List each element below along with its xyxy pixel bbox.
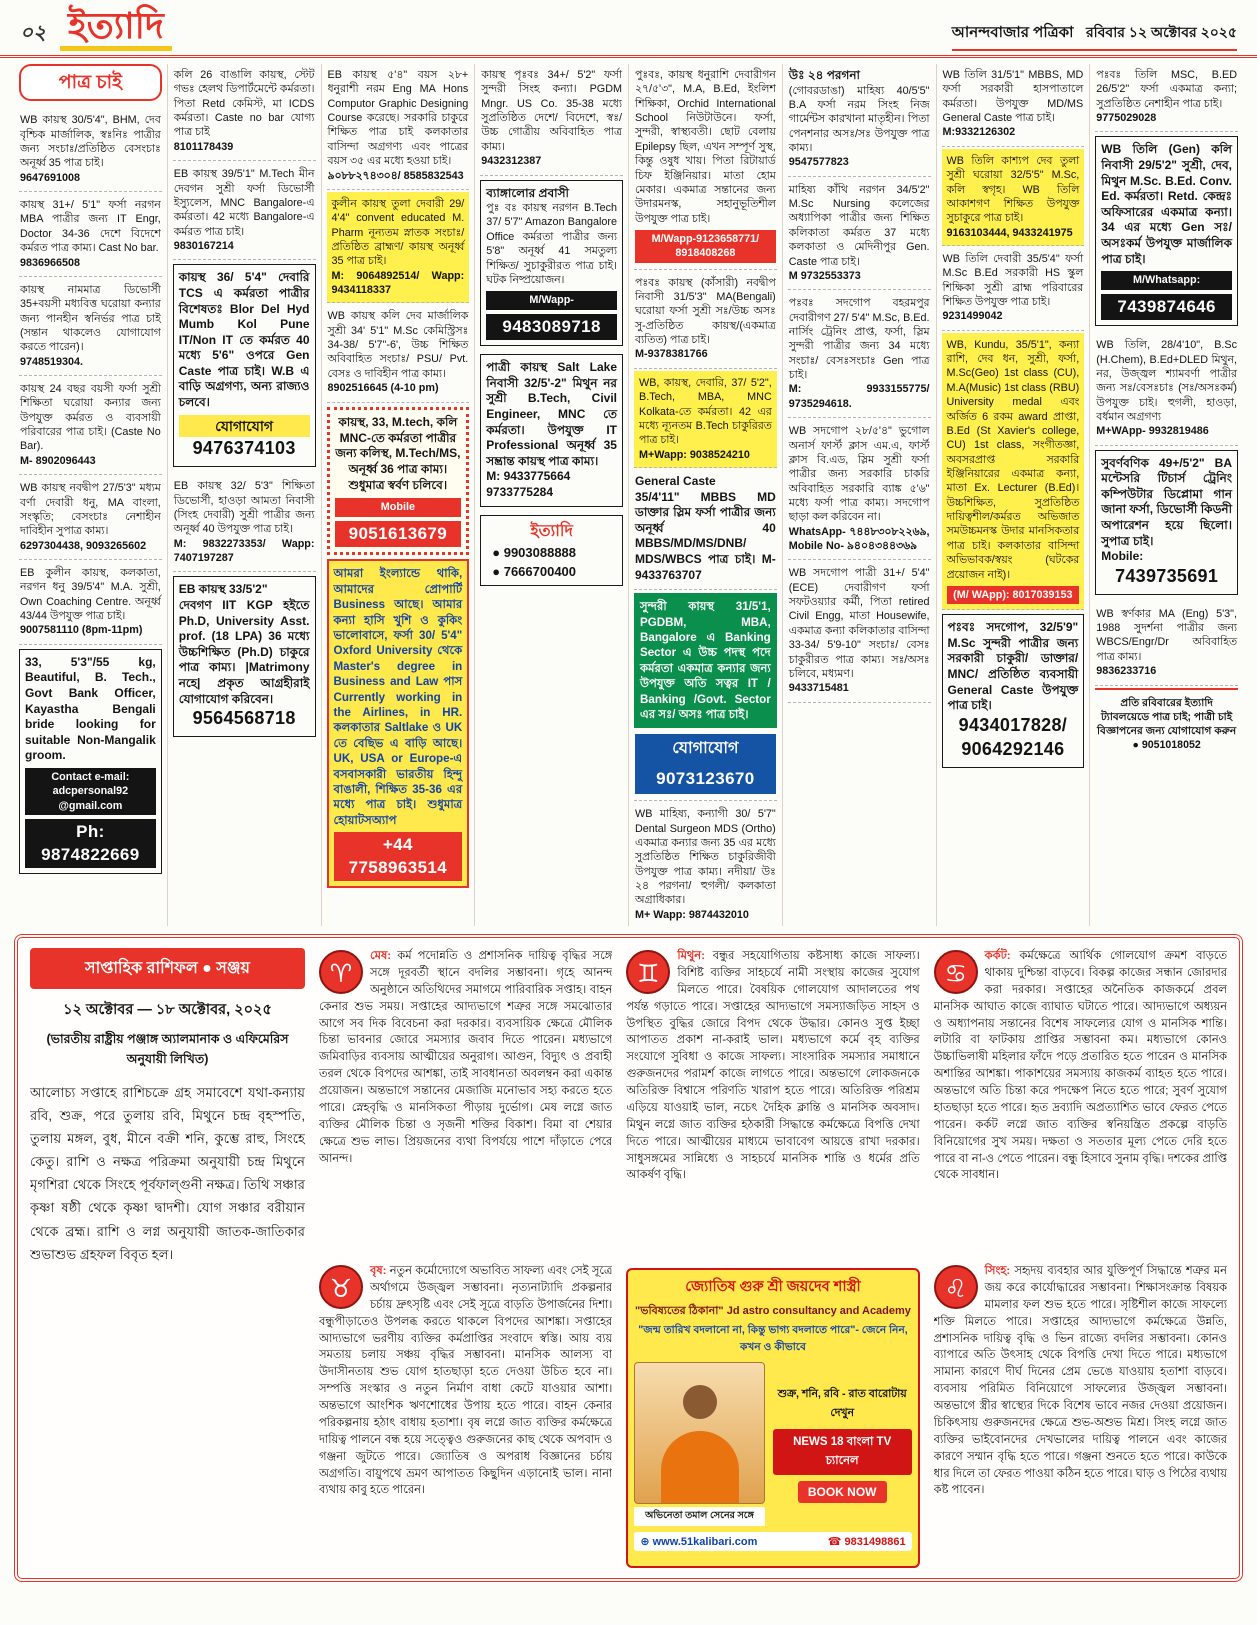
classified-ad <box>1095 603 1238 686</box>
horoscope-gemini <box>626 948 919 1184</box>
horoscope-cancer <box>934 948 1227 1184</box>
classified-ad <box>173 264 316 467</box>
page-number: ০২ <box>20 22 47 44</box>
phone-number: M-9378381766 <box>635 348 708 361</box>
horoscope-title: সাপ্তাহিক রাশিফল ● সঞ্জয় <box>30 948 305 989</box>
phone-number: 7439874646 <box>1101 294 1232 321</box>
sign-name: মিথুন: <box>677 950 713 962</box>
classified-column <box>936 64 1090 926</box>
phone-number: 9476374103 <box>192 438 296 459</box>
phone-number: M- 8902096443 <box>20 454 96 467</box>
ad-text: EB কায়স্থ ৫'৪" বয়স ২৮+ ধনুরাশী নরম Eng MA Hons Computor Graphic Designing Course করেছে। সরকারি চাকুরে শিক্ষিত পাত্র চাই কলকাতার বাসিন্দা অগ্রগণ্য এবং পাত্রের বয়স ৩৫ এর মধ্যে হওয়া চাই। <box>327 69 469 168</box>
slot-aries <box>319 948 612 1253</box>
phone-number: 9064292146 <box>961 738 1065 759</box>
classified-ad <box>942 248 1085 331</box>
phone-number: M/Whatsapp: <box>1101 271 1232 289</box>
ad-text: WB কায়স্থ 30/5'4", BHM, দেব বৃশ্চিক মার্জালিক, স্বঃনিঃ পাত্রীর জন্য সংচাঃ/প্রতিষ্ঠিত বেসংচাঃ অনূর্ধ্ব 35 পাত্র চাই। <box>20 114 161 170</box>
ad-text: দেবগণ IIT KGP হইতে Ph.D, University Asst. prof. (18 LPA) 36 মধ্যে উচ্চশিক্ষিত (Ph.D) চাকুরে পাত্র কাম্য। |Matrimony নহে| প্রকৃত আগ্রহীরাই যোগাযোগ করিবেন। <box>178 597 310 706</box>
slot-cancer <box>934 948 1227 1253</box>
phone-number: 9547577823 <box>788 156 849 169</box>
horoscope-intro-text: আলোচ্য সপ্তাহে রাশিচক্রে গ্রহ সমাবেশে যথা-কন্যায় রবি, শুক্র, পরে তুলায় রবি, মিথুনে চন্দ্র বৃহস্পতি, তুলায় মঙ্গল, বুধ, মীনে বক্রী শনি, কুম্ভে রাহু, সিংহে কেতু। রাশি ও নক্ষত্র পরিক্রমা অনুযায়ী চন্দ্র মিথুনে মৃগশিরা থেকে সিংহে পূর্বফাল্গুনী নক্ষত্র। তিথি সঞ্চার কৃষ্ণা ষষ্ঠী থেকে কৃষ্ণা দ্বাদশী। যোগ সঞ্চার বরীয়ান থেকে ব্রহ্ম। রাশি ও লগ্ন অনুযায়ী জাতক-জাতিকার শুভাশুভ গ্রহফল বিবৃত হল। <box>30 1085 305 1262</box>
horoscope-section <box>14 934 1243 1582</box>
ad-text: কায়স্থ 36/ 5'4" দেবারি TCS এ কর্মরতা পাত্রীর বিশেষতঃ Blor Del Hyd Mumb Kol Pune IT/Non IT তে কর্মরত 40 মধ্যে 5'6" ওপরে Gen Caste পাত্র চাই। W.B এ বাড়ি অগ্রগণ্য, অন্য রাজ্যও চলবে। <box>178 270 310 410</box>
ad-text: WB, Kundu, 35/5'1", কন্যা রাশি, দেব ধন, সুশ্রী, ফর্সা, M.Sc(Geo) 1st class (CU), M.A(Music) 1st class (RBU) University medal এবং অর্জিত 6 রকম award প্রাপ্তা, B.Ed (St Xavier's college, CU) 1st class, সংগীতজ্ঞা, অবসরপ্রাপ্ত সরকারি ইঞ্জিনিয়ারের একমাত্র কন্যা, মাতা Ex. Lecturer (B.Ed)। উচ্চশিক্ষিত, সুপ্রতিষ্ঠিত দায়িত্বশীল/কর্মরত অভিজাত সমউচ্চমনস্ক উদার মানসিকতার পাত্র চাই। কলকাতার বাসিন্দা অভিভাবক/স্বয়ং (ঘটকের প্রয়োজন নাই)। <box>946 338 1080 581</box>
section-logo: ইত্যাদি <box>60 8 172 51</box>
slot-leo <box>934 1263 1227 1568</box>
ad-text: WB সদগোপ পাত্রী 31+/ 5'4" (ECE) দেবারীগণ ফর্সা সফটওয়্যার কর্মী, পিতা retired Civil Engg, মাতা Housewife, একমাত্র কন্যা কলিকাতার বাসিন্দা 33-34/ 5'9-10" সংচাঃ/ বেসঃ চাকুরীরত পাত্র কাম্য। সঃ/অসঃ চলিবে, মধ্যমণ। <box>788 567 930 680</box>
phone-number: 9073123670 <box>635 764 776 795</box>
classified-ad <box>327 559 470 888</box>
classified-column <box>321 64 475 926</box>
ad-text: প্রতি রবিবারের ইত্যাদি ট্যাবলয়েডে পাত্র চাই; পাত্রী চাই <box>1100 696 1233 723</box>
ad-text: EB কুলীন কায়স্থ, কলকাতা, নরগন ধনু 39/5'4" M.A. সুশ্রী, Own Coaching Centre. অনূর্ধ্ব 43/44 উপযুক্ত পাত্র চাই। <box>20 566 161 623</box>
astro-ad-phone: 9831498861 <box>844 1536 906 1548</box>
classified-ad <box>1095 64 1238 132</box>
classified-ad <box>1095 334 1238 446</box>
classified-column <box>14 64 167 926</box>
phone-number: M/Wapp- <box>486 291 617 309</box>
header-left <box>20 5 172 51</box>
classified-column <box>1089 64 1243 926</box>
sign-text: নতুন কর্মোদ্যোগে অভাবিত সাফল্য এবং সেই সূত্রে অর্থাগমে উজ্জ্বল সম্ভাবনা। নৃত্যনাট্যাদি প্রকল্পনার চর্চায় দ্রুৎসৃষ্টি এবং সেই সূত্রে বাড়তি উপার্জনের দিশা। বন্ধুপীড়াতেও উপলব্ধ করতে থাকলে বিপদের আশঙ্কা। সপ্তাহের আদ্যভাগে ভরণীয় ব্যক্তির কর্মপ্রাপ্তির সংবাদে স্বস্তি। আয় ব্যয় সমতায় চলায় সঞ্চয় বৃদ্ধির সম্ভাবনা। মানসিক আলস্য বা উদাসীনতায় শুভ যোগ হাতছাড়া হতে দেওয়া উচিত হবে না। সম্পত্তি সংস্কার ও নতুন নির্মাণ বাধা কেটে যাওয়ার আশা। অন্তভাগে আংশিক ঋণশোধের উপায় হতে পারে। বাহন কেনার পরিকল্পনায় হঠাৎ বাধায় হতাশা। বৃষ লগ্নে জাত ব্যক্তির কর্মক্ষেত্রে দায়িত্ব পালনে বন্ধ হয়ে সত্ত্বেও গুরুজনের কাছ থেকে অপবাদ ও গঞ্জনা জুটতে পারে। জ্যোতিষ ও অপরাধ বিজ্ঞানের চর্চায় অগ্রগতি। বায়ুপথে ভ্রমণ আপাতত কিছুদিন এড়ানোই ভাল। নানা ব্যথায় কাবু হতে পারেন। <box>319 1265 613 1497</box>
classified-ad <box>480 64 623 176</box>
ad-text: WB তিলি, 28/4'10", B.Sc (H.Chem), B.Ed+DLED মিথুন, নর, উজ্জ্বল শ্যামবর্ণা পাত্রীর জন্য সঃ/বেসঃচাঃ (সঃ/অসঃকর্ম) উপযুক্ত চাই। হুগলী, হাওড়া, বর্ধমান অগ্রগণ্য <box>1096 339 1237 423</box>
ad-text: General Caste <box>635 473 716 488</box>
masthead-date: রবিবার ১২ অক্টোবর ২০২৫ <box>1085 24 1237 40</box>
phone-icon: ☎ <box>827 1536 842 1548</box>
classified-ad <box>19 562 162 645</box>
ad-text: M: 9433775664 <box>486 469 571 484</box>
phone-number: M+Wapp: 9038524210 <box>639 448 750 461</box>
ad-text: কায়স্থ, 33, M.tech, কলি MNC-তে কর্মরতা পাত্রীর জন্য কলিস্থ, M.Tech/MS, অনূর্ধ্ব 36 পাত্র কাম্য। শুধুমাত্র স্বর্বণ চলিবে। <box>335 414 461 493</box>
astrologer-photo <box>634 1362 764 1504</box>
ad-text: WB তিলি 31/5'1" MBBS, MD ফর্সা সরকারী হাসপাতালে কর্মরতা। উপযুক্ত MD/MS General Caste পাত্র চাই। <box>942 69 1084 125</box>
horoscope-col-2 <box>626 948 919 1568</box>
ad-text: WB মাহিষ্য, কন্যাগী 30/ 5'7" Dental Surgeon MDS (Ortho) একমাত্র কন্যার জন্য 35 এর মধ্যে সুপ্রতিষ্ঠিত শিক্ষিত চাকুরিজীবী উপযুক্ত পাত্র কাম্য। নদীয়া/ উঃ ২৪ পরগনা/ হুগলী/ কলকাতা অগ্রাধিকার। <box>635 808 776 907</box>
ad-text: কায়স্থ 31+/ 5'1" ফর্সা নরগন MBA পাত্রীর জন্য IT Engr, Doctor 34-36 দেশে বিদেশে কর্মরত পাত্র কাম্য। Cast No bar. <box>20 199 161 255</box>
ad-text: কায়স্থ পৃঃবঃ 34+/ 5'2" ফর্সা সুন্দরী সিংহ কন্যা। PGDM Mngr. US Co. 35-38 মধ্যে সুপ্রতিষ্ঠিত দেশে/ বিদেশে, স্বঃ/ উচ্চ গোত্রীয় অবিবাহিত পাত্র কাম্য। <box>481 69 622 153</box>
phone-number: M+ Wapp: 9874432010 <box>635 908 749 921</box>
classified-ad <box>634 593 777 728</box>
astrology-ad <box>626 1268 919 1568</box>
phone-number: M/Wapp-9123658771/ 8918408268 <box>635 230 776 263</box>
astro-ad-phone-line <box>828 1535 906 1548</box>
ad-text: কলি 26 বাঙালি কায়স্থ, স্টেট গভঃ হেলথ ডিপার্টমেন্টে কর্মরতা। পিতা Retd কেমিস্ট, মা ICDS কর্মরতা। Caste no bar যোগ্য পাত্র চাই <box>173 69 315 139</box>
classified-ad <box>19 378 162 475</box>
phone-number: M+WApp- 9932819486 <box>1096 425 1209 438</box>
ad-text: পঃবঃ সদগোপ, 32/5'9" M.Sc সুন্দরী পাত্রীর জন্য সরকারী চাকুরী/ ডাক্তার/ MNC/ প্রতিষ্ঠিত ব্যবসায়ী General Caste উপযুক্ত পাত্র চাই। <box>947 620 1079 713</box>
ad-text: মাহিষ্য কাঁথি নরগন 34/5'2" M.Sc Nursing কলেজের অধ্যাপিকা পাত্রীর জন্য শিক্ষিত কলিকাতা কর্মরত 37 মধ্যে কলকাতা ও মেদিনীপুর Gen. Caste পাত্র চাই। <box>788 183 930 268</box>
classified-ad <box>327 305 470 402</box>
sign-name: বৃষ: <box>370 1265 390 1277</box>
classified-ad <box>634 371 777 468</box>
classifieds-columns <box>0 58 1257 930</box>
ad-text: পঃবঃ কায়স্থ (কাঁসারী) নবদ্বীপ নিবাসী 31/5'3" MA(Bengali) ঘরোয়া ফর্সা সুশ্রী সঃ/উচ্চ অসঃ সু-প্রতিষ্ঠিত কায়স্থ/(একমাত্র ব্যতিত) পাত্র চাই। <box>635 276 776 347</box>
slot-gemini <box>626 948 919 1258</box>
ad-text: WB তিলি কাশ্যপ দেব তুলা সুশ্রী ঘরোয়া 32/5'5" M.Sc, কলি স্বগৃহ। WB তিলি আকাশগণ শিক্ষিত উপযুক্ত সুচাকুরে পাত্র চাই। <box>946 154 1080 225</box>
classified-ad <box>19 649 162 874</box>
ad-text: WB, কায়স্থ, দেবারি, 37/ 5'2", B.Tech, MBA, MNC Kolkata-তে কর্মরতা। 42 এর মধ্যে ন্যূনতম B.Tech চাকুরিরত পাত্র চাই। <box>639 376 772 447</box>
classified-ad <box>634 470 777 590</box>
classified-ad <box>19 194 162 277</box>
slot-taurus <box>319 1263 612 1568</box>
classified-ad <box>19 279 162 376</box>
classified-ad <box>480 354 623 506</box>
aries-icon: ♈ <box>319 950 363 994</box>
classified-ad <box>1095 450 1238 595</box>
globe-icon: ⊕ <box>640 1536 650 1548</box>
ad-text: WB কায়স্থ কলি দেব মার্জালিক সুশ্রী 34' 5'1" M.Sc কেমিস্ট্রিসঃ 34-38/ 5'7"-6', উচ্চ শিক্ষিত অবিবাহিত সংচাঃ/ PSU/ Pvt. বেসঃ ও দাবিহীন পাত্র কাম্য। <box>327 310 469 380</box>
ad-text: উঃ ২৪ পরগনা <box>788 68 861 82</box>
phone-number: 9775029028 <box>1096 112 1157 125</box>
phone-number: 9483089718 <box>486 314 617 341</box>
sign-name: কর্কট: <box>984 950 1020 962</box>
phone-number: +44 7758963514 <box>334 832 463 881</box>
classified-column <box>474 64 628 926</box>
phone-number: 9051613679 <box>335 521 462 548</box>
classified-ad <box>788 64 931 177</box>
classified-ad <box>19 109 162 192</box>
ad-text: বিজ্ঞাপনের জন্য যোগাযোগ করুন ● 9051018052 <box>1097 724 1237 751</box>
ad-text: WB তিলি (Gen) কলি নিবাসী 29/5'2" সুশ্রী, দেব, মিথুন M.Sc. B.Ed. Conv. Ed. কর্মরতা। Retd. কেন্দ্রঃ অফিসারের একমাত্র কন্যা। 34 এর মধ্যে Gen সঃ/অসঃকর্ম উপযুক্ত মার্জালিক পাত্র চাই। <box>1101 142 1232 266</box>
phone-number: 9748519304. <box>20 355 84 368</box>
classified-ad <box>942 149 1085 246</box>
classified-ad <box>788 420 931 560</box>
section-head-patra-chai <box>19 64 162 101</box>
astro-ad-body <box>634 1362 911 1526</box>
phone-number: 9007581110 (8pm-11pm) <box>20 624 143 637</box>
classified-ad <box>173 475 316 572</box>
classified-ad <box>1095 688 1238 758</box>
ad-text: 33, 5'3"/55 kg, Beautiful, B. Tech., Govt Bank Officer, Kayastha Bengali bride looking for suitable Non-Mangalik groom. <box>25 654 156 763</box>
cancer-icon: ♋ <box>934 950 978 994</box>
ad-text: ব্যাঙ্গালোর প্রবাসী <box>486 185 569 200</box>
phone-number: 9564568718 <box>192 708 296 729</box>
ad-text: পুঃবঃ, কায়স্থ ধনুরাশি দেবারীগন ২৭/৫'৩", M.A, B.Ed, ইংলিশ শিক্ষিকা, Orchid International School নিউটাউনে। ফর্সা, সুন্দরী, স্বাস্থ্যবতী। ছোট বেলায় Epilepsy ছিল, এখন সম্পূর্ণ সুস্থ, কিন্তু ওষুধ খায়। পিতা রিটায়ার্ড চিফ ইঞ্জিনিয়ার। মাতা হোম মেকার। একমাত্র সন্তানের জন্য উদারমনস্ক, সহানুভূতিশীল উপযুক্ত পাত্র চাই। <box>635 69 776 225</box>
sign-text: কর্মক্ষেত্রে আর্থিক গোলযোগ ক্রমশ বাড়তে থাকায় দুশ্চিন্তা বাড়বে। বিকল্প কাজের সন্ধান জোরদার করা দরকার। সপ্তাহের অনৈতিক কাজকর্মে প্রবল মানসিক আঘাত কাজে ব্যাঘাত ঘটাতে পারে। আদ্যভাগে অধ্যয়ন ও অধ্যাপনায় সন্তানের বিশেষ সাফল্যের যোগ ও মানসিক শান্তি। লটারি বা ফাটকায় প্রাপ্তির সম্ভাবনা কম। মধ্যভাগে কোনও উচ্চাভিলাষী মহিলার ফাঁদে পড়ে প্রতারিত হতে পারেন ও মানসিক অশান্তির আশঙ্কা। পাকাশয়ের সমস্যায় কাজকর্ম ব্যাহত হতে পারে। অন্তভাগে অতি চিন্তা করে পদক্ষেপ নিতে হতে পারে; সুবর্ণ সুযোগ হাতছাড়া হতে পারে। হৃত দ্রব্যাদি অপ্রত্যাশিত ভাবে ফেরত পেতে পারেন। কর্কট লগ্নে জাত ব্যক্তির স্বনিয়ন্ত্রিত প্রকল্পে বাড়তি বিনিয়োগের সুখ সময়। দক্ষতা ও সততার মূল্য পেতে দেরি হতে পারে বা না-ও পেতে পারেন। বন্ধু হিসাবে সুনাম বৃদ্ধি। দশকের প্রাপ্তি থেকে সাবধান। <box>933 950 1227 1182</box>
classified-ad <box>173 64 316 161</box>
phone-number: 9434017828/ <box>958 714 1068 735</box>
classified-ad <box>634 64 777 270</box>
phone-number: M: 9933155775/ 9735294618. <box>788 383 930 410</box>
astro-ad-channel: NEWS 18 বাংলা TV চ্যানেল <box>773 1429 912 1475</box>
classified-ad <box>480 515 623 587</box>
horoscope-col-3 <box>934 948 1227 1568</box>
astro-ad-quote: "জন্ম তারিখ বদলানো না, কিন্তু ভাগ্য বদলাতে পারে"- জেনে নিন, কখন ও কীভাবে <box>638 1324 908 1353</box>
classified-ad <box>942 64 1085 147</box>
phone-number: যোগাযোগ <box>635 734 776 763</box>
sign-text: বন্ধুর সহযোগিতায় কষ্টসাধ্য কাজে সাফল্য। বিশিষ্ট ব্যক্তির সাহচর্যে নামী সংস্থায় কাজের সুযোগ মিলতে পারে। বৈষয়িক গোলযোগ আদালতের পথ পর্যন্ত গড়াতে পারে। সপ্তাহের আদ্যভাগে সমস্যাজড়িত সাহস ও উপস্থিত বুদ্ধির জোরে বিপদ থেকে উদ্ধার। কোনও সুপ্ত ইচ্ছা আপাতত প্রকাশ না-করাই ভাল। মধ্যভাগে কর্মে বৃহ ব্যক্তির সংযোগে সুবিধা ও কাজে সাফল্য। সাংসারিক সমস্যার সমাধানে গুরুজনদের পরামর্শ কাজে লাগতে পারে। অন্তভাগে লোকজনকে অতিরিক্ত বিশ্বাসে পরিণতি খারাপ হতে পারে। অতিরিক্ত পরিশ্রম এড়িয়ে যাওয়াই ভাল, নচেৎ দৈহিক ক্লান্তি ও মানসিক অবসাদ। মিথুন লগ্নে জাত ব্যক্তির হঠকারী সিদ্ধান্তে কর্মক্ষেত্রে বিপত্তি দেখা দিতে পারে। আত্মীয়ের মাধ্যমে ভাবাবেগ আয়ত্তে রাখা দরকার। সাধুসঙ্গমের সান্নিধ্যে ও সাহচর্যে মানসিক শান্তি ও ধর্মের প্রতি আকর্ষণ বৃদ্ধি। <box>626 950 920 1182</box>
phone-number: ৯০৮৮২৭৪৩০৪/ 8585832543 <box>327 169 464 182</box>
phone-number: M: 9832273353/ Wapp: 7407197287 <box>173 537 315 564</box>
phone-number: (M/ WApp): 8017039153 <box>947 586 1080 604</box>
classified-ad <box>173 163 316 260</box>
ad-text: EB কায়স্থ 39/5'1" M.Tech মীন দেবগন সুশ্রী ফর্সা ডিভোর্সী ইস্যুলেস, MNC Bangalore-এ কর্মরতা। 42 মধ্যে Bangalore-এ কর্মরত পাত্র চাই। <box>173 168 315 238</box>
phone-number: WhatsApp- ৭৪৪৮৩০৮২২৬৯, Mobile No- ৯৪০৪৩৪৪৩৬৯ <box>788 525 930 553</box>
ad-text: কায়স্থ 24 বছর বয়সী ফর্সা সুশ্রী শিক্ষিতা ঘরোয়া কন্যার জন্য উপযুক্ত কর্মরত ও ব্যবসায়ী পরিবারের পাত্র চাই। (Caste No Bar). <box>20 383 161 453</box>
astro-ad-caption: অভিনেতা তমাল সেনের সঙ্গে <box>634 1507 764 1526</box>
phone-number: 6297304438, 9093265602 <box>20 539 147 552</box>
ad-text: কায়স্থ নামমাত্র ডিভোর্সী 35+বয়সী মধ্যবিত্ত ঘরোয়া কন্যার জন্য পানহীন স্বনির্ভর পাত্র চাই (সন্তান থাকলেও যোগাযোগ করতে পারেন)। <box>20 283 161 354</box>
classified-ad <box>942 333 1085 610</box>
phone-number: 8902516645 (4-10 pm) <box>327 382 439 395</box>
ad-text: WB তিলি দেবারী 35/5'4" ফর্সা M.Sc B.Ed সরকারী HS স্কুল শিক্ষিকা সুশ্রী ব্রাহ্ম পরিবারের শিক্ষিত উপযুক্ত পাত্র চাই। <box>942 252 1084 309</box>
ad-text: পাত্র চাই <box>58 72 123 93</box>
phone-number: M:9332126302 <box>942 126 1016 139</box>
classified-ad <box>19 477 162 560</box>
phone-number: 9432312387 <box>481 155 542 168</box>
ad-text: EB কায়স্থ 33/5'2" <box>178 582 268 597</box>
ad-text: আমরা ইংল্যান্ডে থাকি, আমাদের প্রোপার্টি Business আছে। আমার কন্যা হাসি খুশি ও কুকিং ভালোবাসে, ফর্সা 30/ 5'4" Oxford University থেকে Master's degree in Business and Law পাস Currently working in the Airlines, in HR. কলকাতার Saltlake ও UK তে বেছিভ এ বাড়ি আছে। UK, USA or Europe-এ বসবাসকারী ভারতীয় হিন্দু বাঙালী, শিক্ষিত 35-36 এর মধ্যে পাত্র চাই। শুধুমাত্র হোয়াটসঅ্যাপ <box>333 567 463 827</box>
phone-number: Contact e-mail: adcpersonal92 @gmail.com <box>25 768 156 815</box>
ad-text: ইত্যাদি <box>530 522 573 540</box>
classified-ad <box>327 407 470 556</box>
phone-number: 9433715481 <box>788 682 849 695</box>
horoscope-leo <box>934 1263 1227 1499</box>
sign-name: মেষ: <box>370 950 398 962</box>
phone-number: 9836966508 <box>20 256 81 269</box>
phone-number: 7439735691 <box>1115 565 1219 586</box>
page-header <box>0 0 1257 58</box>
ad-text: পাত্রী কায়স্থ Salt Lake নিবাসী 32/5'-2" মিথুন নর সুশ্রী B.Tech, Civil Engineer, MNC তে কর্মরতা। উপযুক্ত IT Professional অনূর্ধ্ব 35 সম্ভ্রান্ত কায়স্থ পাত্র কাম্য। <box>486 360 617 468</box>
ad-text: Mobile: <box>1101 549 1144 564</box>
classified-ad <box>1095 136 1238 326</box>
sign-text: কর্ম পদোন্নতি ও প্রশাসনিক দায়িত্ব বৃদ্ধির সঙ্গে সঙ্গে দূরবর্তী স্থানে বদলির সম্ভাবনা। গৃহে আনন্দ অনুষ্ঠানে অতিথিদের সমাগমে পারিবারিক সপ্তাহ। বাহন কেনার শুভ সময়। সপ্তাহের আদ্যভাগে শত্রুর সঙ্গে সমঝোতার আগে সব দিক বিবেচনা করা দরকার। ব্যবসায়িক ক্ষেত্রে মৌলিক চিন্তা ভাবনার জোরে সমস্যার জবাব দিতে পারেন। মধ্যভাগে জমিবাড়ির ব্যবসায় আত্মীয়ের অনুরাগ। আগুন, বিদ্যুৎ ও প্রবাহী তরল থেকে বিপদের আশঙ্কা, তাই সাবধানতা অবলম্বন করা একান্ত প্রয়োজন। অন্তভাগে সন্তানের মেজাজি মনোভাব সহ্য করতে হতে পারে। স্নেহবৃদ্ধি ও মানসিকতা পীড়ায় দুর্ভোগ। মেষ লগ্নে জাত ব্যক্তির মৌলিক চিন্তা ও সৃজনী শক্তির বিকাশ। বিমা বা শেয়ার ক্ষেত্রে শুভ লাভ। প্রিয়জনের ব্যথা বিপর্যয়ে পাশে দাঁড়াতে পেরে আনন্দ। <box>319 950 613 1165</box>
ad-text: 9733775284 <box>486 484 553 499</box>
classified-ad <box>634 803 777 926</box>
astro-ad-website: www.51kalibari.com <box>652 1536 758 1548</box>
classified-ad <box>942 614 1085 767</box>
book-now-button[interactable]: BOOK NOW <box>798 1481 887 1503</box>
horoscope-col-1 <box>319 948 612 1568</box>
astro-ad-contacts <box>634 1532 911 1551</box>
horoscope-aries <box>319 948 612 1167</box>
astro-ad-schedule: শুক্র, শনি, রবি - রাত বারোটায় দেখুন <box>777 1388 907 1419</box>
phone-number: 9836233716 <box>1096 665 1157 678</box>
classified-ad <box>327 192 470 304</box>
ad-text: সুবর্ণবণিক 49+/5'2" BA মন্টেসরি টিচার্স ট্রেনিং কম্পিউটার ডিপ্লোমা গান জানা ফর্সা, ডিভোর্সী কিডনী অপারেশন হয়ে ছিলো। সুপাত্র চাই। <box>1101 455 1232 548</box>
astro-ad-title: জ্যোতিষ গুরু শ্রী জয়দেব শাস্ত্রী <box>685 1279 861 1295</box>
classified-ad <box>634 730 777 801</box>
classified-ad <box>788 562 931 702</box>
phone-number: যোগাযোগ <box>179 415 310 438</box>
sign-name: সিংহ: <box>984 1265 1015 1277</box>
ad-text: WB স্বর্ণকার MA (Eng) 5'3", 1988 সুদর্শনা পাত্রীর জন্য WBCS/Engr/Dr অবিবাহিত পাত্র কাম্য। <box>1096 607 1237 663</box>
leo-icon: ♌ <box>934 1265 978 1309</box>
astro-ad-info <box>773 1362 912 1526</box>
astro-ad-photo-block <box>634 1362 764 1526</box>
phone-number: ● 9903088888 <box>492 544 577 560</box>
ad-text: EB কায়স্থ 32/ 5'3" শিক্ষিতা ডিভোর্সী, হাওড়া আমতা নিবাসী (সিংহ দেবারী) সুশ্রী পাত্রীর জন্য অনূর্ধ্ব 40 উপযুক্ত পাত্র চাই। <box>173 480 315 536</box>
phone-number: 8101178439 <box>173 140 234 153</box>
phone-number: Mobile <box>335 498 462 516</box>
ad-text: পঃবঃ তিলি MSC, B.ED 26/5'2" ফর্সা একমাত্র কন্যা; সুপ্রতিষ্ঠিত নেশাহীন পাত্র চাই। <box>1096 69 1237 110</box>
classified-ad <box>480 180 623 347</box>
ad-text: WB সদগোপ ২৮/৫'৪" ভুগোল অনার্স ফার্স্ট ক্লাস এম.এ, ফার্স্ট ক্লাস বি.এড, স্লিম সুশ্রী ফর্সা পাত্রীর জন্য সরকারি চাকরি অবিবাহিত সরকারি ব্যাঙ্ক ৫'৬" মধ্যে ফর্সা পাত্র কাম্য। সদগোপ ছাড়া কল করিবেন না। <box>788 425 930 524</box>
ad-text: সুন্দরী কায়স্থ 31/5'1, PGDBM, MBA, Bangalore এ Banking Sector এ উচ্চ পদস্থ পদে কর্মরতা একমাত্র কন্যার জন্য উপযুক্ত অতি সত্বর IT / Banking /Govt. Sector এর সঃ/ অসঃ পাত্র চাই। <box>640 600 771 721</box>
horoscope-taurus <box>319 1263 612 1499</box>
gemini-icon: ♊ <box>626 950 670 994</box>
ad-text: 35/4'11" MBBS MD ডাক্তার স্লিম ফর্সা পাত্রীর জন্য অনূর্ধ্ব 40 MBBS/MD/MS/DNB/ MDS/WBCS পাত্র চাই। M-9433763707 <box>635 489 776 582</box>
taurus-icon: ♉ <box>319 1265 363 1309</box>
horoscope-subtitle: (ভারতীয় রাষ্ট্রীয় পঞ্জাঙ্গ অ্যালমানাক ও এফিমেরিস অনুযায়ী লিখিত) <box>46 1032 289 1066</box>
phone-number: M 9732553373 <box>788 269 861 282</box>
masthead-block <box>952 21 1237 51</box>
phone-number: 9231499042 <box>942 310 1003 323</box>
classified-ad <box>634 272 777 369</box>
horoscope-intro <box>30 948 305 1568</box>
classified-ad <box>327 64 470 190</box>
horoscope-date-range: ১২ অক্টোবর — ১৮ অক্টোবর, ২০২৫ <box>63 1002 272 1018</box>
classified-ad <box>788 179 931 291</box>
masthead: আনন্দবাজার পত্রিকা <box>951 24 1074 41</box>
astro-ad-website-line <box>640 1535 757 1548</box>
ad-text: পঃবঃ সদগোপ বহরমপুর দেবারীগণ 27/ 5'4" M.Sc, B.Ed. নার্সিং ট্রেনিং প্রাপ্ত, ফর্সা, স্লিম সুন্দরী পাত্রীর জন্য 34 মধ্যে সংচাঃ/ বেসঃসংচাঃ Gen পাত্র চাই। <box>788 297 930 382</box>
classified-column <box>628 64 782 926</box>
ad-text: পুঃ বঃ কায়স্থ নরগন B.Tech 37/ 5'7" Amazon Bangalore Office কর্মরতা পাত্রীর জন্য 5'8" অনূর্ধ্ব 41 সমতুল্য শিক্ষিত/ সুচাকুরীরত পাত্র চাই। ঘটক নিষ্প্রয়োজন। <box>486 202 617 286</box>
phone-number: ● 7666700400 <box>492 564 577 580</box>
phone-number: M: 9064892514/ Wapp: 9434118337 <box>331 269 465 297</box>
classified-column <box>167 64 321 926</box>
phone-number: 9647691008 <box>20 171 81 184</box>
ad-text: WB কায়স্থ নবদ্বীপ 27/5'3" মধ্যম বর্ণা দেবারী ধনু, MA বাংলা, সংস্কৃতি; বেসংচাঃ নেশাহীন দাবিহীন সুপাত্র কাম্য। <box>20 482 161 538</box>
ad-text: (গোবরডাঙা) মাহিষ্য 40/5'5" B.A ফর্সা নরম সিংহ নিজ গার্মেন্টস কারখানা মাতৃহীন। পিতা পেনশনার অসঃ/সঃ উপযুক্ত পাত্র কাম্য। <box>788 84 930 155</box>
astro-ad-subtitle: "ভবিষ্যতের ঠিকানা" Jd astro consultancy and Academy <box>635 1305 911 1317</box>
phone-number: Ph: 9874822669 <box>25 819 156 868</box>
classified-column <box>782 64 936 926</box>
phone-number: 9163103444, 9433241975 <box>946 226 1073 239</box>
classified-ad <box>173 576 316 737</box>
sign-text: সহৃদয় ব্যবহার আর যুক্তিপূর্ণ সিদ্ধান্তে শত্রুর মন জয় করে কার্যোদ্ধারের সম্ভাবনা। শিক্ষাসংক্রান্ত বিষয়ক মামলার ফল শুভ হতে পারে। সৃষ্টিশীল কাজে সাফল্যে শক্তি মিলতে পারে। সপ্তাহের আদ্যভাগে কর্মক্ষেত্রে উন্নতি, প্রশাসনিক দায়িত্ব বৃদ্ধি ও ভিন রাজ্যে বদলির সম্ভাবনা। কোনও ব্যাপারে অতি উৎসাহ থেকে বিপত্তি দেখা দিতে পারে। মধ্যভাগে সামান্য কারণে দীর্ঘ দিনের প্রেম ভেঙে যাওয়ায় হতাশা বাড়বে। ব্যবসায় পরিমিত বিনিয়োগে সাফল্যের উজ্জ্বল সম্ভাবনা। অন্তভাগে স্ত্রীর স্বাস্থ্যের দিকে বিশেষ ভাবে নজর দেওয়া প্রয়োজন। চিকিৎসায় গুরুজনদের ক্ষেত্রে শুভ-অশুভ মিশ্র। সিংহ লগ্নে জাত ব্যক্তির ভাইবোনদের দেখভালের দায়িত্ব পালনে এবং কাজের কারণে সম্মান বৃদ্ধি হতে পারে। গঞ্জনা শুনতে হতে পারে। কাউকে ধার দিলে তা ফেরত পাওয়া কঠিন হতে পারে। ঘাড় ও পিঠের ব্যথায় কষ্ট পাবেন। <box>933 1265 1227 1497</box>
phone-number: 9830167214 <box>173 239 234 252</box>
ad-text: কুলীন কায়স্থ তুলা দেবারী 29/ 4'4" convent educated M. Pharm নূন্যতম স্নাতক সংচাঃ/প্রতিষ্ঠিত ব্রাহ্মণ/ কায়স্থ অনূর্ধ্ব 35 পাত্র চাই। <box>331 197 465 268</box>
classified-ad <box>788 292 931 418</box>
